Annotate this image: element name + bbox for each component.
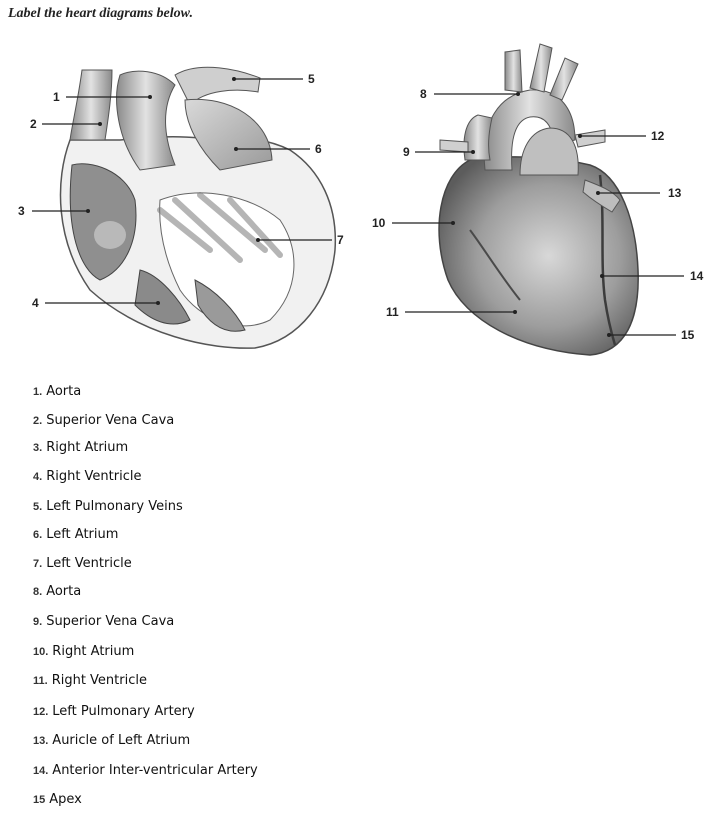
answer-item-11 [33, 673, 147, 688]
diagram-label-7: 7 [337, 233, 344, 247]
answer-item-13 [33, 733, 190, 748]
answer-text: Left Pulmonary Artery [52, 704, 195, 719]
answer-number: 7. [33, 558, 43, 570]
answer-text: Superior Vena Cava [46, 413, 175, 428]
answer-item-8 [33, 584, 81, 599]
answer-text: Right Ventricle [46, 469, 142, 484]
answer-item-5 [33, 499, 183, 514]
diagram-label-11: 11 [386, 305, 399, 319]
answer-text: Aorta [46, 384, 82, 399]
answer-number: 15 [33, 794, 46, 806]
answer-text: Right Atrium [52, 644, 135, 659]
diagram-label-9: 9 [403, 145, 410, 159]
answer-number: 1. [33, 386, 43, 398]
diagram-label-5: 5 [308, 72, 315, 86]
diagram-label-8: 8 [420, 87, 427, 101]
answer-text: Aorta [46, 584, 82, 599]
diagram-label-14: 14 [690, 269, 704, 283]
answer-number: 9. [33, 616, 43, 628]
answer-text: Left Atrium [46, 527, 119, 542]
answer-number: 2. [33, 415, 43, 427]
answer-text: Left Pulmonary Veins [46, 499, 183, 514]
diagram-label-1: 1 [53, 90, 60, 104]
answer-text: Right Atrium [46, 440, 129, 455]
answer-item-15 [33, 792, 82, 807]
answer-number: 12. [33, 706, 49, 718]
answer-item-14 [33, 763, 258, 778]
answer-number: 6. [33, 529, 43, 541]
diagram-label-6: 6 [315, 142, 322, 156]
answer-item-4 [33, 469, 142, 484]
answer-text: Apex [49, 792, 82, 807]
answer-item-9 [33, 614, 174, 629]
answer-item-12 [33, 704, 195, 719]
diagram-label-2: 2 [30, 117, 37, 131]
answer-text: Right Ventricle [51, 673, 147, 688]
answer-item-7 [33, 556, 132, 571]
answer-text: Auricle of Left Atrium [52, 733, 191, 748]
answer-item-1 [33, 384, 81, 399]
answer-item-2 [33, 413, 174, 428]
answer-number: 5. [33, 501, 43, 513]
answer-number: 13. [33, 735, 49, 747]
diagram-label-4: 4 [32, 296, 39, 310]
answer-text: Anterior Inter-ventricular Artery [52, 763, 258, 778]
diagram-label-15: 15 [681, 328, 695, 342]
diagram-label-10: 10 [372, 216, 386, 230]
answer-text: Left Ventricle [46, 556, 132, 571]
answer-number: 10. [33, 646, 49, 658]
diagram-label-3: 3 [18, 204, 25, 218]
answer-item-10 [33, 644, 134, 659]
answer-number: 8. [33, 586, 43, 598]
answer-number: 11. [33, 675, 48, 687]
answer-number: 4. [33, 471, 43, 483]
diagram-label-12: 12 [651, 129, 665, 143]
page-title: Label the heart diagrams below. [8, 6, 193, 21]
answer-text: Superior Vena Cava [46, 614, 175, 629]
answer-item-6 [33, 527, 118, 542]
answer-number: 14. [33, 765, 49, 777]
answer-item-3 [33, 440, 128, 455]
diagram-label-13: 13 [668, 186, 682, 200]
answer-number: 3. [33, 442, 43, 454]
